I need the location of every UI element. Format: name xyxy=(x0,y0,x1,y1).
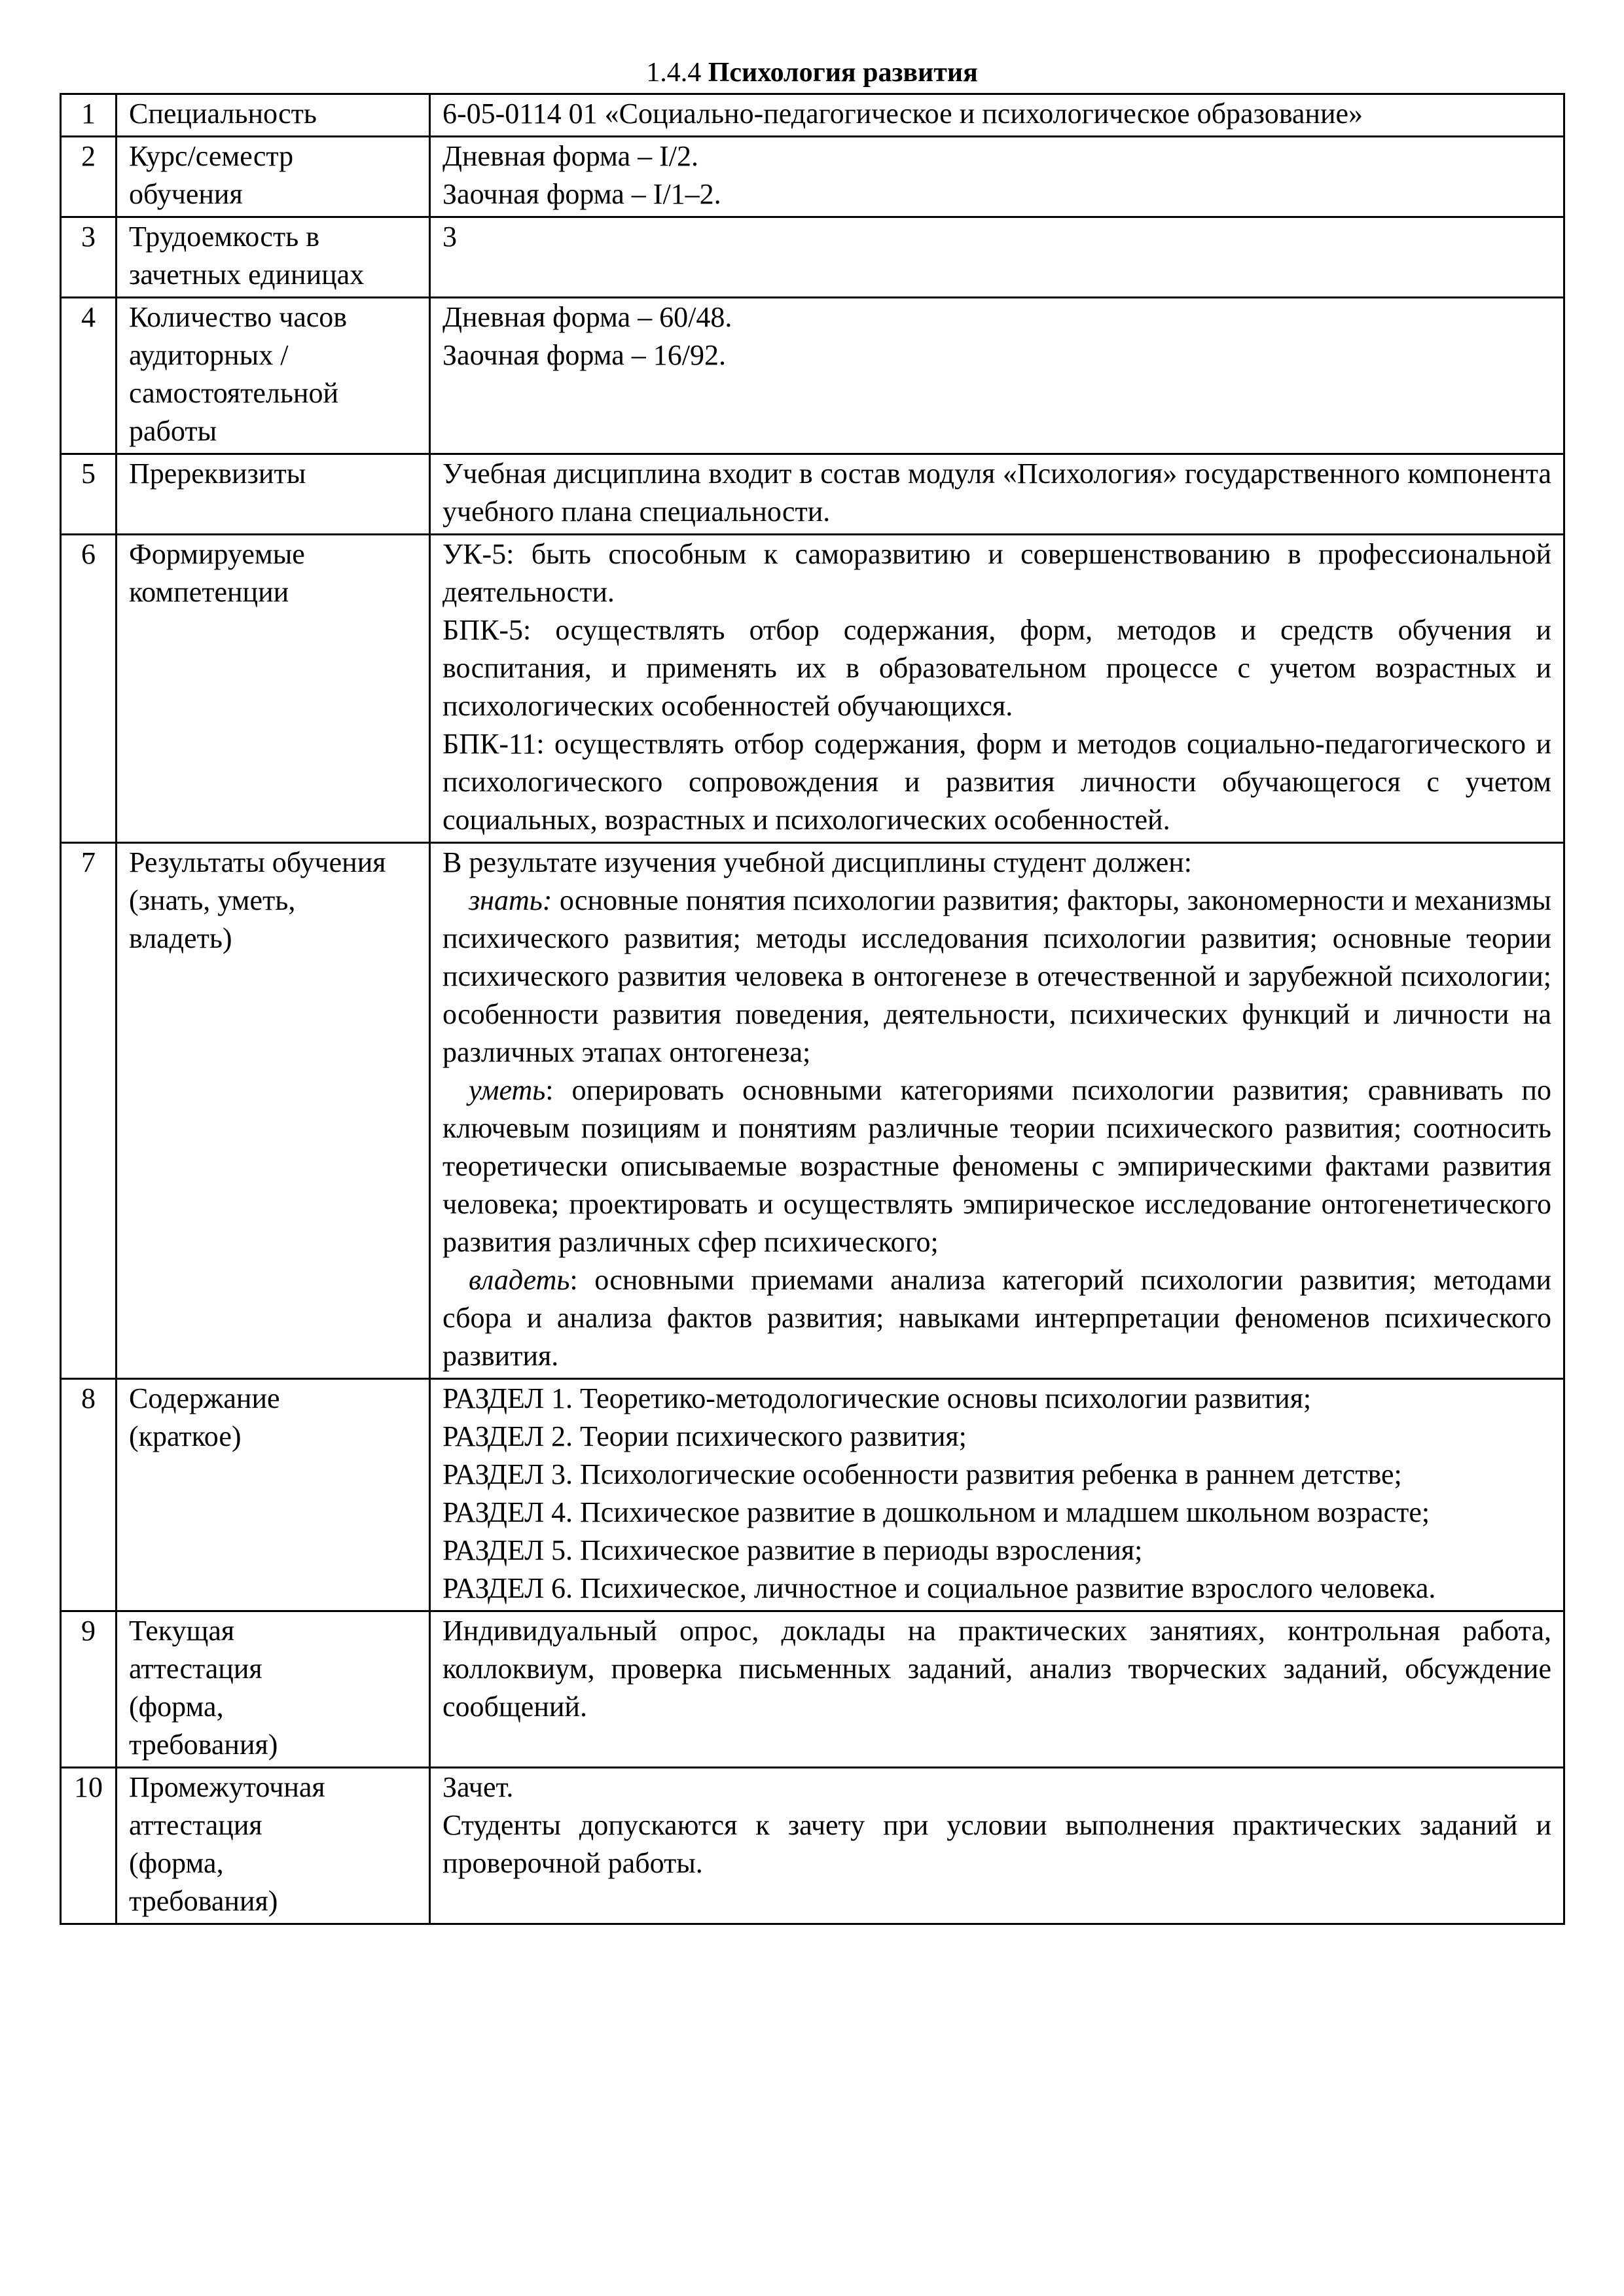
row-value xyxy=(430,94,1564,137)
content-section-2: РАЗДЕЛ 2. Теории психического развития; xyxy=(442,1420,967,1452)
content-section-4: РАЗДЕЛ 4. Психическое развитие в дошкольном и младшем школьном возрасте; xyxy=(442,1496,1430,1528)
know-text: основные понятия психологии развития; факторы, закономерности и механизмы психического развития; методы исследования психологии развития; основные теории психического развития человека в онтогенезе в отечественной и зарубежной психологии; особенности развития поведения, деятельности, психических функций и личности на различных этапах онтогенеза; xyxy=(442,884,1551,1068)
table-row xyxy=(61,843,1564,1379)
table-row xyxy=(61,535,1564,843)
page-title xyxy=(0,55,1624,90)
results-can xyxy=(442,1071,1551,1261)
content-section-3: РАЗДЕЛ 3. Психологические особенности развития ребенка в раннем детстве; xyxy=(442,1458,1402,1490)
term-can: уметь xyxy=(469,1074,546,1106)
value-line: 6-05-0114 01 «Социально-педагогическое и психологическое образование» xyxy=(442,98,1363,130)
table-row xyxy=(61,1611,1564,1768)
row-label: Результаты обучения (знать, уметь, владеть) xyxy=(117,843,430,1379)
row-value xyxy=(430,1379,1564,1611)
row-number: 7 xyxy=(61,843,117,1379)
value-line: Заочная форма – I/1–2. xyxy=(442,178,721,210)
value-line: Зачет. xyxy=(442,1771,514,1803)
competence-uk5: УК-5: быть способным к саморазвитию и совершенствованию в профессиональной деятельности. xyxy=(442,538,1551,608)
row-label: Курс/семестр обучения xyxy=(117,137,430,217)
section-number: 1.4.4 xyxy=(646,58,702,88)
row-value xyxy=(430,843,1564,1379)
table-row xyxy=(61,217,1564,298)
term-know: знать: xyxy=(469,884,552,916)
row-value xyxy=(430,454,1564,535)
results-intro: В результате изучения учебной дисциплины студент должен: xyxy=(442,846,1193,878)
competence-bpk5: БПК-5: осуществлять отбор содержания, форм, методов и средств обучения и воспитания, и применять их в образовательном процессе с учетом возрастных и психологических особенностей обучающихся. xyxy=(442,614,1551,722)
row-number: 4 xyxy=(61,298,117,454)
table-row xyxy=(61,137,1564,217)
results-know xyxy=(442,882,1551,1071)
value-line: Дневная форма – I/2. xyxy=(442,140,698,172)
row-number: 2 xyxy=(61,137,117,217)
row-label: Специальность xyxy=(117,94,430,137)
table-row xyxy=(61,94,1564,137)
row-value xyxy=(430,298,1564,454)
row-label: Текущая аттестация (форма, требования) xyxy=(117,1611,430,1768)
value-line: Дневная форма – 60/48. xyxy=(442,301,732,333)
row-label: Пререквизиты xyxy=(117,454,430,535)
row-label: Промежуточная аттестация (форма, требования) xyxy=(117,1768,430,1924)
row-number: 1 xyxy=(61,94,117,137)
syllabus-table xyxy=(60,93,1565,1925)
row-label: Трудоемкость в зачетных единицах xyxy=(117,217,430,298)
row-value xyxy=(430,217,1564,298)
master-text: : основными приемами анализа категорий психологии развития; методами сбора и анализа фактов развития; навыками интерпретации феноменов психического развития. xyxy=(442,1264,1551,1372)
results-master xyxy=(442,1261,1551,1375)
row-number: 8 xyxy=(61,1379,117,1611)
row-label: Формируемые компетенции xyxy=(117,535,430,843)
row-value xyxy=(430,1611,1564,1768)
row-number: 6 xyxy=(61,535,117,843)
row-number: 9 xyxy=(61,1611,117,1768)
competence-bpk11: БПК-11: осуществлять отбор содержания, форм и методов социально-педагогического и психологического сопровождения и развития личности обучающегося с учетом социальных, возрастных и психологических особенностей. xyxy=(442,728,1551,836)
term-master: владеть xyxy=(469,1264,570,1296)
table-row xyxy=(61,298,1564,454)
row-number: 5 xyxy=(61,454,117,535)
content-section-6: РАЗДЕЛ 6. Психическое, личностное и социальное развитие взрослого человека. xyxy=(442,1572,1436,1604)
row-value xyxy=(430,1768,1564,1924)
value-line: 3 xyxy=(442,221,457,253)
table-row xyxy=(61,454,1564,535)
row-number: 10 xyxy=(61,1768,117,1924)
can-text: : оперировать основными категориями психологии развития; сравнивать по ключевым позициям и понятиям различные теории психического развития; соотносить теоретически описываемые возрастные феномены с эмпирическими фактами развития человека; проектировать и осуществлять эмпирическое исследование онтогенетического развития различных сфер психического; xyxy=(442,1074,1551,1258)
row-label: Содержание (краткое) xyxy=(117,1379,430,1611)
value-line: Заочная форма – 16/92. xyxy=(442,339,727,371)
section-title: Психология развития xyxy=(708,58,978,88)
value-line: Учебная дисциплина входит в состав модуля «Психология» государственного компонента учебного плана специальности. xyxy=(442,457,1551,528)
row-label: Количество часов аудиторных / самостоятельной работы xyxy=(117,298,430,454)
row-number: 3 xyxy=(61,217,117,298)
value-line: Индивидуальный опрос, доклады на практических занятиях, контрольная работа, коллоквиум, проверка письменных заданий, анализ творческих заданий, обсуждение сообщений. xyxy=(442,1615,1551,1723)
table-row xyxy=(61,1379,1564,1611)
row-value xyxy=(430,535,1564,843)
content-section-5: РАЗДЕЛ 5. Психическое развитие в периоды взросления; xyxy=(442,1534,1143,1566)
value-line: Студенты допускаются к зачету при условии выполнения практических заданий и проверочной работы. xyxy=(442,1809,1551,1879)
row-value xyxy=(430,137,1564,217)
content-section-1: РАЗДЕЛ 1. Теоретико-методологические основы психологии развития; xyxy=(442,1382,1312,1414)
table-row xyxy=(61,1768,1564,1924)
